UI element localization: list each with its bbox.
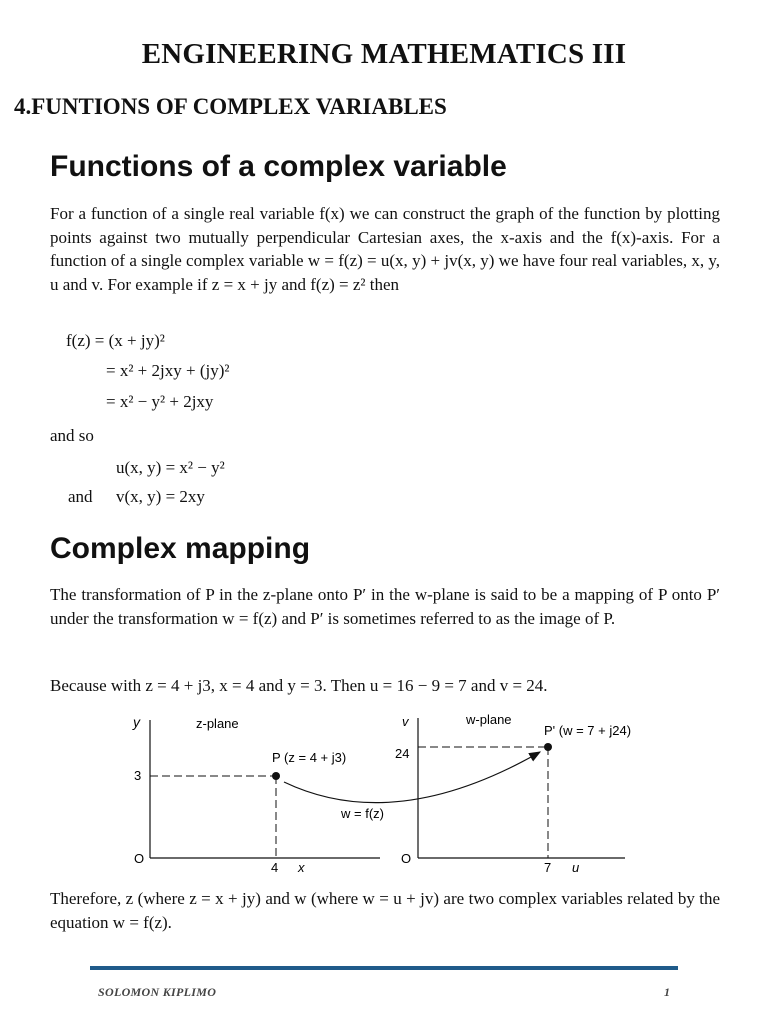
therefore-paragraph	[50, 887, 720, 934]
paragraph-text: Therefore, z (where z = x + jy) and w (where w = u + jv) are two complex variables related by the equation w = f(z).	[50, 889, 720, 932]
point-p	[272, 772, 280, 780]
document-title: ENGINEERING MATHEMATICS III	[141, 38, 627, 70]
z-plane-title: z-plane	[196, 716, 239, 731]
paragraph-text: For a function of a single real variable f(x) we can construct the graph of the function by plotting points against two mutually perpendicular Cartesian axes, the x-axis and the f(x)-axis. For a function of a single complex variable w = f(z) = u(x, y) + jv(x, y) we have four real variables, x, y, u and v. For example if z = x + jy and f(z) = z² then	[50, 204, 720, 294]
equation-line-2: = x² + 2jxy + (jy)²	[106, 361, 230, 380]
footer-author: SOLOMON KIPLIMO	[98, 985, 217, 999]
w-plane-x-label: u	[572, 860, 580, 875]
mapping-label: w = f(z)	[341, 806, 384, 821]
section-heading-functions: Functions of a complex variable	[50, 150, 507, 183]
w-plane-title: w-plane	[466, 712, 512, 727]
and-text: and	[68, 487, 93, 506]
point-p-label: P (z = 4 + j3)	[272, 750, 347, 765]
section-paragraph-functions	[50, 202, 720, 296]
w-plane-y-label: v	[402, 714, 409, 729]
chapter-title: 4.FUNTIONS OF COMPLEX VARIABLES	[14, 94, 447, 119]
equation-v: v(x, y) = 2xy	[116, 487, 205, 506]
mapping-diagram	[0, 700, 768, 880]
z-plane-x-label: x	[298, 860, 305, 875]
equation-u: u(x, y) = x² − y²	[116, 458, 225, 477]
z-plane-x-tick: 4	[271, 860, 279, 875]
w-plane-origin: O	[401, 851, 412, 866]
equation-line-3: = x² − y² + 2jxy	[106, 392, 214, 411]
z-plane-y-tick: 3	[134, 768, 142, 783]
point-p-prime	[544, 743, 552, 751]
page-number: 1	[664, 985, 670, 999]
section-heading-mapping: Complex mapping	[50, 532, 311, 565]
paragraph-text: The transformation of P in the z-plane onto P′ in the w-plane is said to be a mapping of P onto P′ under the transformation w = f(z) and P′ is sometimes referred to as the image of P.	[50, 585, 720, 628]
equation-line-1: f(z) = (x + jy)²	[66, 331, 165, 350]
and-so-text: and so	[50, 426, 94, 445]
z-plane-origin: O	[134, 851, 145, 866]
section-paragraph-mapping	[50, 583, 720, 630]
w-plane-x-tick: 7	[544, 860, 552, 875]
point-p-prime-label: P' (w = 7 + j24)	[544, 723, 632, 738]
w-plane-y-tick: 24	[395, 746, 410, 761]
z-plane-y-label: y	[133, 714, 140, 730]
because-text: Because with z = 4 + j3, x = 4 and y = 3. Then u = 16 − 9 = 7 and v = 24.	[50, 676, 548, 695]
footer-rule	[90, 966, 678, 970]
